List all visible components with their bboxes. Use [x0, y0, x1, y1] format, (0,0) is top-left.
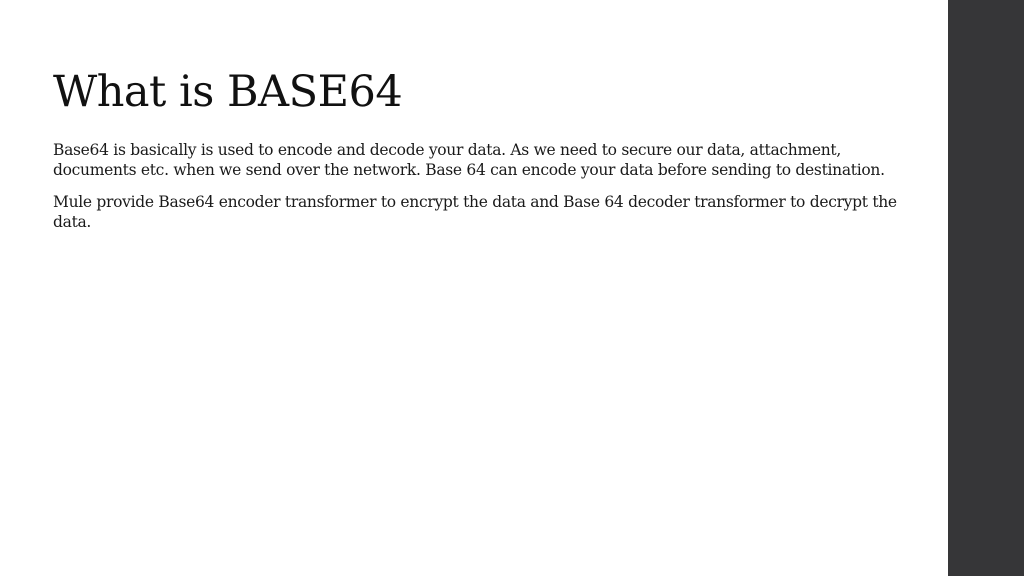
- side-decoration-band: [948, 0, 1024, 576]
- slide-title: What is BASE64: [53, 67, 403, 117]
- slide-body: [53, 140, 913, 244]
- paragraph-mule-transformers: Mule provide Base64 encoder transformer to encrypt the data and Base 64 decoder transformer to decrypt the data.: [53, 193, 897, 231]
- paragraph-base64-description: Base64 is basically is used to encode and decode your data. As we need to secure our data, attachment, documents etc. when we send over the network. Base 64 can encode your data before sending to destination.: [53, 141, 885, 179]
